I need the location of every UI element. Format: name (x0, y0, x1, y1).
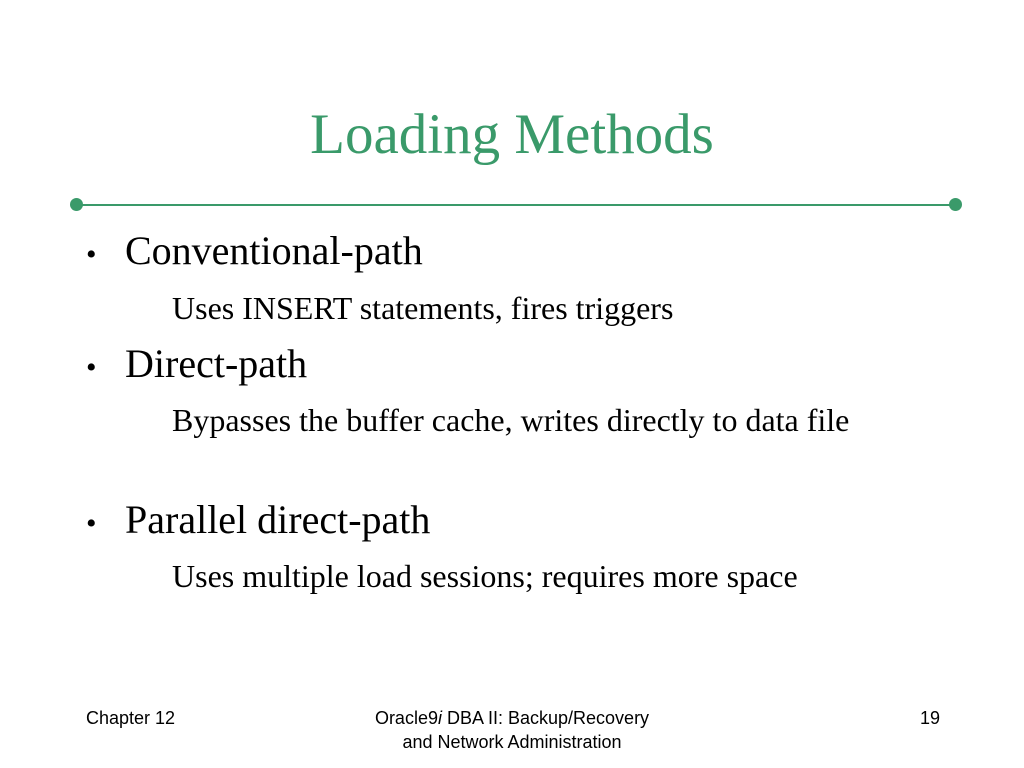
bullet-item (86, 342, 307, 390)
bullet-dot-icon: • (86, 507, 97, 540)
footer-title-suffix: DBA II: Backup/Recovery (441, 708, 650, 728)
footer-title-line2: and Network Administration (402, 732, 622, 752)
bullet-detail: Uses multiple load sessions; requires more space (172, 558, 798, 594)
bullet-dot-icon: • (86, 238, 97, 271)
bullet-label: Conventional-path (125, 228, 423, 273)
bullet-detail: Uses INSERT statements, fires triggers (172, 290, 674, 326)
bullet-dot-icon: • (86, 351, 97, 384)
footer-chapter: Chapter 12 (86, 708, 176, 728)
footer-title-italic: i (437, 708, 442, 728)
slide-title: Loading Methods (310, 103, 714, 166)
bullet-item (86, 498, 430, 546)
bullet-label: Parallel direct-path (125, 497, 431, 542)
bullet-item (86, 229, 423, 277)
bullet-label: Direct-path (125, 341, 308, 386)
footer-course-title (312, 706, 712, 754)
bullet-detail: Bypasses the buffer cache, writes directly to data file (172, 402, 850, 438)
footer-title-prefix: Oracle9 (374, 708, 438, 728)
page-number: 19 (919, 708, 940, 728)
